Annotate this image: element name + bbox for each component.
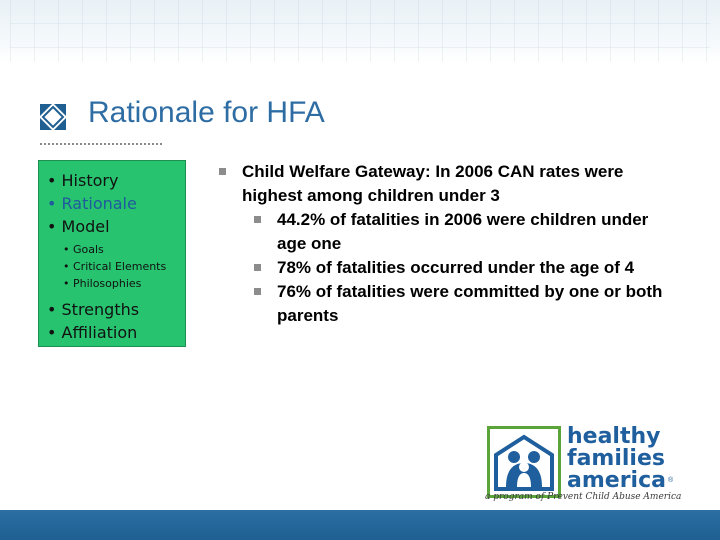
- slide-content: [218, 160, 668, 328]
- footer-band: [0, 510, 720, 540]
- nav-item-strengths[interactable]: • Strengths: [47, 300, 140, 319]
- logo-line-2: families: [567, 446, 665, 471]
- logo-line-1: healthy: [567, 424, 661, 449]
- slide-title: Rationale for HFA: [88, 96, 325, 129]
- square-bullet-icon: [254, 288, 261, 295]
- sub-bullet-text: 76% of fatalities were committed by one or both parents: [277, 282, 663, 325]
- bullet-main: [218, 160, 668, 208]
- section-nav: [38, 160, 186, 347]
- nav-item-affiliation[interactable]: • Affiliation: [47, 323, 138, 342]
- nav-item-history[interactable]: • History: [47, 171, 119, 190]
- sub-bullet: [218, 256, 668, 280]
- sub-bullet: [218, 208, 668, 256]
- family-emblem-icon: [487, 426, 561, 498]
- diamond-bullet-icon: [40, 104, 66, 130]
- sub-bullet-text: 78% of fatalities occurred under the age of 4: [277, 258, 635, 277]
- nav-subitem-goals[interactable]: • Goals: [63, 243, 104, 256]
- logo-wordmark: [567, 426, 666, 492]
- hfa-logo: [485, 424, 685, 506]
- header-band: [0, 0, 720, 62]
- sub-bullet: [218, 280, 668, 328]
- logo-tagline: a program of Prevent Child Abuse America: [485, 492, 682, 502]
- square-bullet-icon: [254, 216, 261, 223]
- bullet-main-text: Child Welfare Gateway: In 2006 CAN rates were highest among children under 3: [242, 162, 624, 205]
- registered-mark: ®: [668, 477, 674, 484]
- title-divider: [40, 143, 162, 145]
- nav-subitem-critical-elements[interactable]: • Critical Elements: [63, 260, 167, 273]
- sub-bullet-text: 44.2% of fatalities in 2006 were children under age one: [277, 210, 649, 253]
- logo-line-3: america: [567, 468, 666, 493]
- square-bullet-icon: [219, 168, 226, 175]
- nav-item-rationale[interactable]: • Rationale: [47, 194, 137, 213]
- nav-subitem-philosophies[interactable]: • Philosophies: [63, 277, 142, 290]
- square-bullet-icon: [254, 264, 261, 271]
- nav-item-model[interactable]: • Model: [47, 217, 110, 236]
